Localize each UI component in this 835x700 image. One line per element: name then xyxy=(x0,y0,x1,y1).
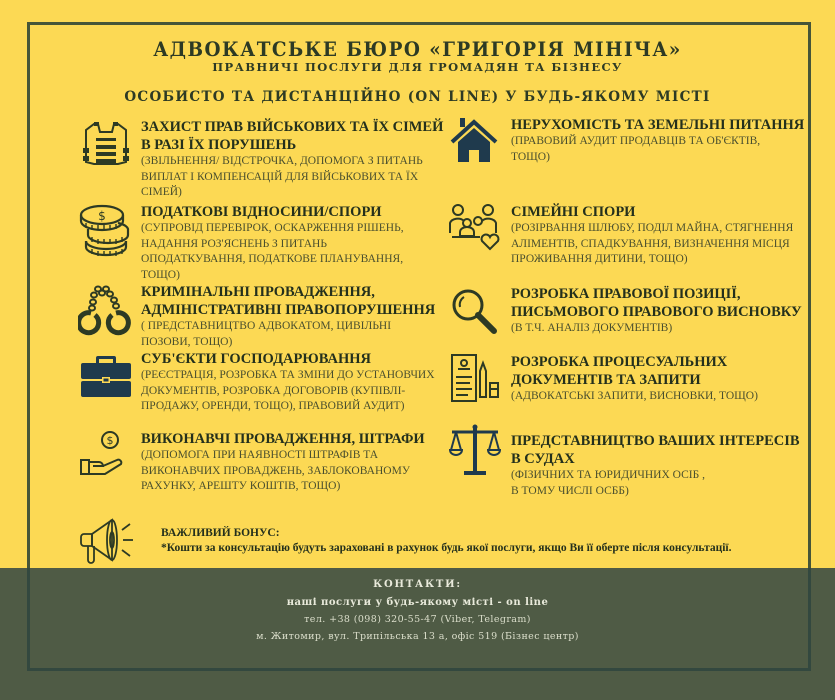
coins-icon xyxy=(78,203,134,259)
service-description: (ДОПОМОГА ПРИ НАЯВНОСТІ ШТРАФІВ ТА ВИКОНАВЧИХ ПРОВАДЖЕНЬ, ЗАБЛОКОВАНОМУ РАХУНКУ, АРЕШТУ КОШТІВ, ТОЩО) xyxy=(141,449,410,492)
page-tagline: ОСОБИСТО ТА ДИСТАНЦІЙНО (ON LINE) У БУДЬ-ЯКОМУ МІСТІ xyxy=(124,89,711,105)
megaphone-icon xyxy=(78,516,136,566)
service-heading: ВИКОНАВЧІ ПРОВАДЖЕННЯ, ШТРАФИ xyxy=(141,431,425,447)
hand-money-icon xyxy=(78,430,134,486)
contacts-phone[interactable]: тел. +38 (098) 320-55-47 (Viber, Telegram) xyxy=(304,614,531,625)
service-description: (АДВОКАТСЬКІ ЗАПИТИ, ВИСНОВКИ, ТОЩО) xyxy=(511,390,758,402)
contacts-title: КОНТАКТИ: xyxy=(373,579,462,590)
service-description: (В Т.Ч. АНАЛІЗ ДОКУМЕНТІВ) xyxy=(511,322,673,334)
contacts-online-note: наші послуги у будь-якому місті - on line xyxy=(286,597,549,608)
service-heading: РОЗРОБКА ПРОЦЕСУАЛЬНИХ ДОКУМЕНТІВ ТА ЗАПИТИ xyxy=(511,354,728,388)
service-heading: СУБ'ЄКТИ ГОСПОДАРЮВАННЯ xyxy=(141,351,371,367)
page-title: АДВОКАТСЬКЕ БЮРО «ГРИГОРІЯ МІНІЧА» xyxy=(153,37,682,61)
family-icon xyxy=(448,203,504,259)
service-description: (ПРАВОВИЙ АУДИТ ПРОДАВЦІВ ТА ОБ'ЄКТІВ, ТОЩО) xyxy=(511,135,761,163)
briefcase-icon xyxy=(78,350,134,406)
bonus-text: *Кошти за консультацію будуть зараховані в рахунок будь якої послуги, якщо Ви її оберте після консультації. xyxy=(161,542,732,554)
service-description: (РОЗІРВАННЯ ШЛЮБУ, ПОДІЛ МАЙНА, СТЯГНЕННЯ АЛІМЕНТІВ, СПАДКУВАННЯ, ВИЗНАЧЕННЯ МІСЦЯ ПРОЖИВАННЯ ДИТИНИ, ТОЩО) xyxy=(511,222,794,265)
service-description: (СУПРОВІД ПЕРЕВІРОК, ОСКАРЖЕННЯ РІШЕНЬ, НАДАННЯ РОЗ'ЯСНЕНЬ З ПИТАНЬ ОПОДАТКУВАННЯ, ПОДАТКОВЕ ПЛАНУВАННЯ, ТОЩО) xyxy=(141,222,404,281)
military-vest-icon xyxy=(78,118,134,174)
svg-text:$: $ xyxy=(106,434,114,447)
page-subtitle: ПРАВНИЧІ ПОСЛУГИ ДЛЯ ГРОМАДЯН ТА БІЗНЕСУ xyxy=(212,60,623,74)
service-description: (РЕЄСТРАЦІЯ, РОЗРОБКА ТА ЗМІНИ ДО УСТАНОВЧИХ ДОКУМЕНТІВ, РОЗРОБКА ДОГОВОРІВ (КУПІВЛІ- ПРОДАЖУ, ОРЕНДИ, ТОЩО), ПРАВОВИЙ АУДИТ) xyxy=(141,369,435,412)
service-description: ( ПРЕДСТАВНИЦТВО АДВОКАТОМ, ЦИВІЛЬНІ ПОЗОВИ, ТОЩО) xyxy=(141,320,392,348)
document-pen-icon xyxy=(448,353,504,409)
service-heading: СІМЕЙНІ СПОРИ xyxy=(511,204,636,220)
service-heading: ЗАХИСТ ПРАВ ВІЙСЬКОВИХ ТА ЇХ СІМЕЙ В РАЗІ ЇХ ПОРУШЕНЬ xyxy=(141,119,444,153)
svg-text:$: $ xyxy=(98,209,106,223)
magnifier-icon xyxy=(448,285,504,341)
service-heading: РОЗРОБКА ПРАВОВОЇ ПОЗИЦІЇ, ПИСЬМОВОГО ПРАВОВОГО ВИСНОВКУ xyxy=(511,286,802,320)
service-heading: ПОДАТКОВІ ВІДНОСИНИ/СПОРИ xyxy=(141,204,382,220)
service-description: (ЗВІЛЬНЕННЯ/ ВІДСТРОЧКА, ДОПОМОГА З ПИТАНЬ ВИПЛАТ І КОМПЕНСАЦІЙ ДЛЯ ВІЙСЬКОВИХ ТА ЇХ СІМЕЙ) xyxy=(141,155,423,198)
service-heading: НЕРУХОМІСТЬ ТА ЗЕМЕЛЬНІ ПИТАННЯ xyxy=(511,117,805,133)
house-icon xyxy=(448,116,504,172)
service-description: (ФІЗИЧНИХ ТА ЮРИДИЧНИХ ОСІБ , В ТОМУ ЧИСЛІ ОСББ) xyxy=(511,469,705,497)
scales-icon xyxy=(448,424,504,480)
service-heading: КРИМІНАЛЬНІ ПРОВАДЖЕННЯ, АДМІНІСТРАТИВНІ ПРАВОПОРУШЕННЯ xyxy=(141,284,436,318)
contacts-address: м. Житомир, вул. Трипільська 13 а, офіс 519 (Бізнес центр) xyxy=(256,631,579,642)
bonus-title: ВАЖЛИВИЙ БОНУС: xyxy=(161,527,280,539)
service-heading: ПРЕДСТАВНИЦТВО ВАШИХ ІНТЕРЕСІВ В СУДАХ xyxy=(511,433,800,467)
handcuffs-icon xyxy=(78,283,134,339)
